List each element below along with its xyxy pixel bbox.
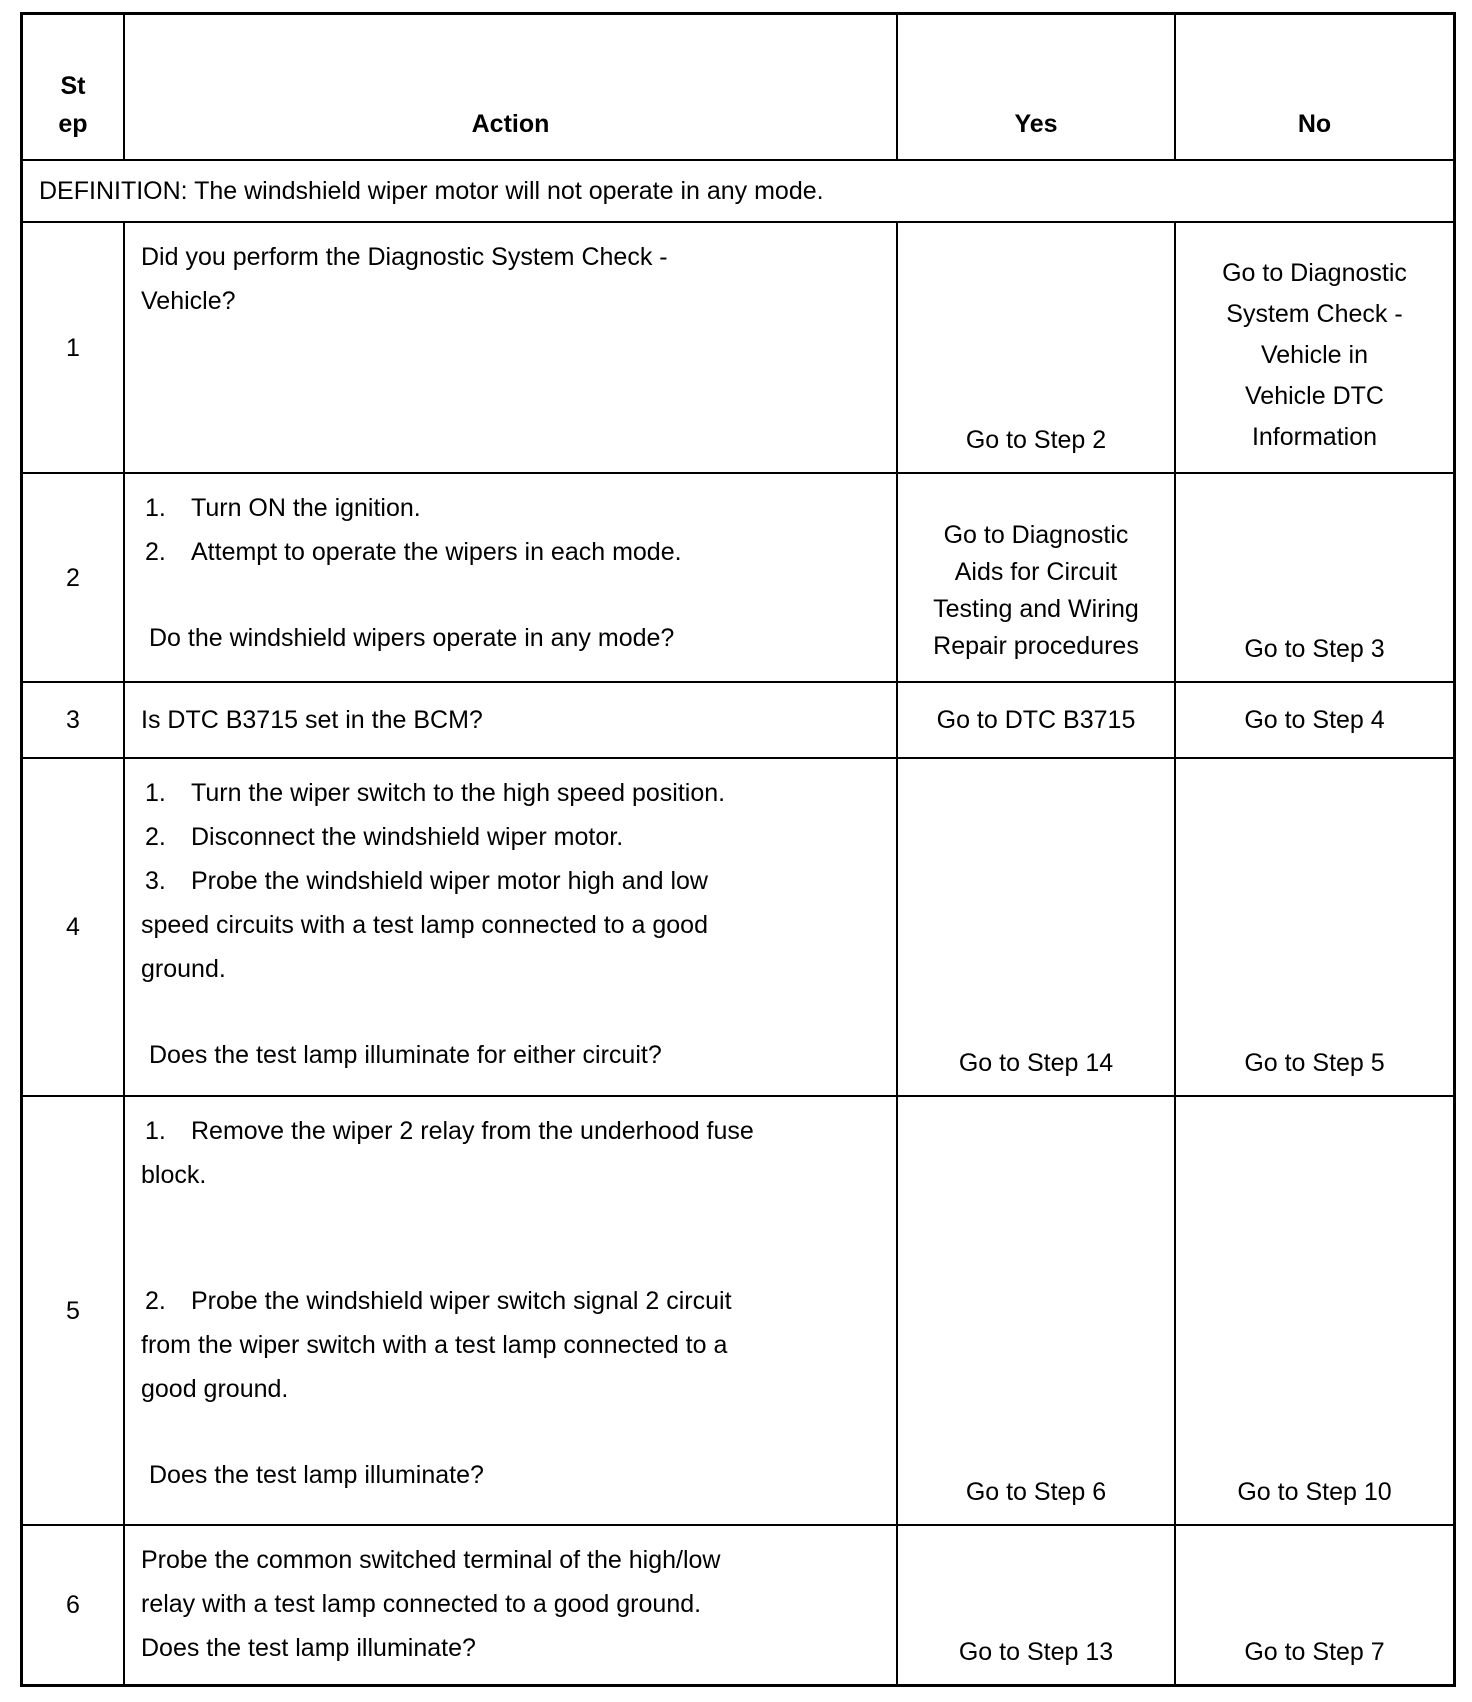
action-line: Vehicle? — [141, 287, 236, 315]
list-item: 3. Probe the windshield wiper motor high and low — [145, 867, 708, 895]
list-item: 2. Disconnect the windshield wiper motor. — [145, 823, 624, 851]
no-line: Vehicle in — [1260, 341, 1368, 369]
list-item-continued: ground. — [141, 955, 226, 983]
no-cell: Go to Step 4 — [1176, 683, 1453, 759]
header-yes: Yes — [898, 15, 1176, 161]
step-number: 2 — [23, 474, 125, 683]
action-line: Did you perform the Diagnostic System Check - — [141, 243, 668, 271]
list-item-continued: block. — [141, 1161, 207, 1189]
yes-cell: Go to Step 14 — [898, 759, 1176, 1097]
no-cell — [1176, 223, 1453, 474]
header-step — [23, 15, 125, 161]
action-line: Probe the common switched terminal of the high/low — [141, 1546, 721, 1574]
list-item: 1. Remove the wiper 2 relay from the underhood fuse — [145, 1117, 754, 1145]
list-item-continued: speed circuits with a test lamp connected to a good — [141, 911, 708, 939]
action-cell — [125, 1097, 898, 1526]
header-step-line2: ep — [58, 110, 88, 138]
step-number: 6 — [23, 1526, 125, 1684]
header-no: No — [1176, 15, 1453, 161]
action-line: relay with a test lamp connected to a good ground. — [141, 1590, 702, 1618]
step-number: 1 — [23, 223, 125, 474]
action-cell — [125, 759, 898, 1097]
step-number: 3 — [23, 683, 125, 759]
no-cell: Go to Step 3 — [1176, 474, 1453, 683]
list-item: 2. Probe the windshield wiper switch signal 2 circuit — [145, 1287, 732, 1315]
question: Does the test lamp illuminate for either circuit? — [149, 1041, 662, 1069]
yes-cell: Go to Step 6 — [898, 1097, 1176, 1526]
list-item-continued: good ground. — [141, 1375, 289, 1403]
header-step-line1: St — [60, 72, 86, 100]
action-cell — [125, 474, 898, 683]
diagnostic-table — [20, 12, 1456, 1687]
action-cell: Is DTC B3715 set in the BCM? — [125, 683, 898, 759]
no-line: Vehicle DTC — [1245, 382, 1384, 410]
step-number: 4 — [23, 759, 125, 1097]
no-line: System Check - — [1226, 300, 1403, 328]
step-number: 5 — [23, 1097, 125, 1526]
list-item: 1. Turn the wiper switch to the high speed position. — [145, 779, 726, 807]
action-cell — [125, 223, 898, 474]
yes-line: Testing and Wiring — [933, 595, 1139, 623]
yes-cell: Go to Step 2 — [898, 223, 1176, 474]
list-item: 1. Turn ON the ignition. — [145, 494, 421, 522]
action-cell — [125, 1526, 898, 1684]
no-line: Go to Diagnostic — [1222, 259, 1407, 287]
yes-cell: Go to Step 13 — [898, 1526, 1176, 1684]
definition-row: DEFINITION: The windshield wiper motor will not operate in any mode. — [23, 161, 1453, 223]
yes-line: Go to Diagnostic — [943, 521, 1129, 549]
yes-cell — [898, 474, 1176, 683]
yes-line: Repair procedures — [933, 632, 1139, 660]
yes-cell: Go to DTC B3715 — [898, 683, 1176, 759]
header-action: Action — [125, 15, 898, 161]
yes-line: Aids for Circuit — [954, 558, 1118, 586]
no-cell: Go to Step 5 — [1176, 759, 1453, 1097]
list-item: 2. Attempt to operate the wipers in each mode. — [145, 538, 682, 566]
question: Do the windshield wipers operate in any mode? — [149, 624, 675, 652]
no-cell: Go to Step 7 — [1244, 1638, 1385, 1666]
question: Does the test lamp illuminate? — [149, 1461, 484, 1489]
list-item-continued: from the wiper switch with a test lamp connected to a — [141, 1331, 728, 1359]
action-line: Does the test lamp illuminate? — [141, 1634, 476, 1662]
no-line: Information — [1251, 423, 1378, 451]
no-cell: Go to Step 10 — [1176, 1097, 1453, 1526]
